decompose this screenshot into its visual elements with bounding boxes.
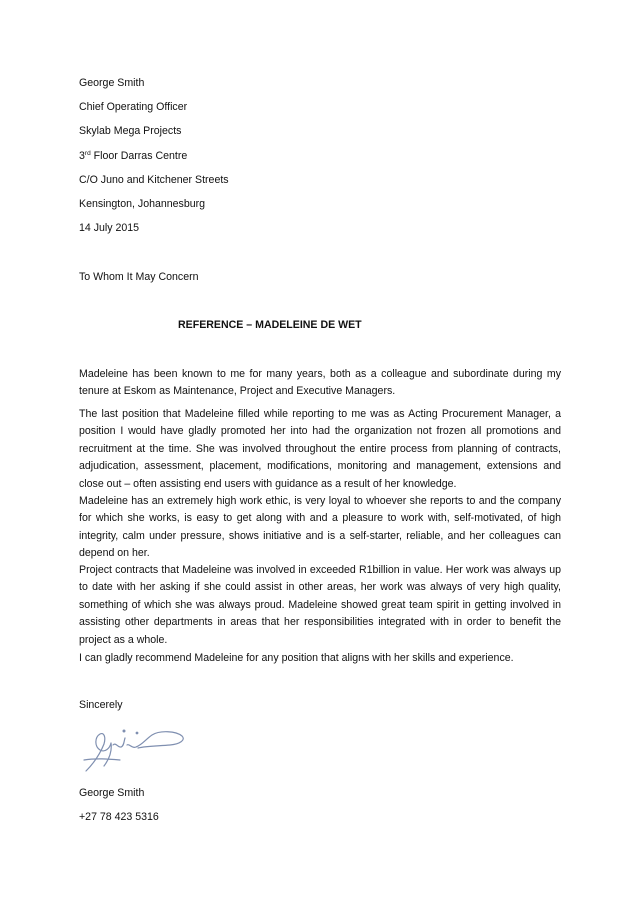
floor-rest: Floor Darras Centre	[90, 150, 188, 162]
sender-company: Skylab Mega Projects	[79, 125, 182, 137]
signatory-name: George Smith	[79, 787, 145, 799]
body-paragraph-3: Madeleine has an extremely high work ethic, is very loyal to whoever she reports to and the company for which she works, is easy to get along with and a pleasure to work with, self-motivated, of high integrity, calm under pressure, shows initiative and is a self-starter, reliable, and her colleagues can depend on her.	[79, 495, 561, 560]
sender-name: George Smith	[79, 77, 145, 89]
sender-address-city: Kensington, Johannesburg	[79, 198, 206, 210]
body-paragraph-1: Madeleine has been known to me for many years, both as a colleague and subordinate during my tenure at Eskom as Maintenance, Project and Executive Managers.	[79, 368, 561, 398]
handwritten-signature	[80, 722, 190, 776]
sender-title: Chief Operating Officer	[79, 101, 188, 113]
floor-number: 3	[79, 150, 85, 162]
floor-suffix: rd	[84, 150, 91, 157]
sender-address-street: C/O Juno and Kitchener Streets	[79, 174, 229, 186]
signatory-phone: +27 78 423 5316	[79, 811, 159, 823]
closing: Sincerely	[79, 699, 123, 711]
body-paragraph-2: The last position that Madeleine filled while reporting to me was as Acting Procurement Manager, a position I would have gladly promoted her into had the organization not frozen all promotions and recruitment at the time. She was involved throughout the entire process from planning of contracts, adjudication, assessment, placement, modifications, monitoring and management, extensions and close out – often assisting end users with guidance as a result of her knowledge.	[79, 408, 561, 490]
body-paragraph-4: Project contracts that Madeleine was involved in exceeded R1billion in value. Her work was always up to date with her asking if she could assist in other areas, her work was always of very high quality, something of which she was always proud. Madeleine showed great team spirit in getting involved in assisting other departments in areas that her responsibilities integrated with in order to benefit the project as a whole.	[79, 564, 561, 646]
salutation: To Whom It May Concern	[79, 271, 199, 283]
sender-address-floor	[79, 150, 187, 163]
body-paragraph-5: I can gladly recommend Madeleine for any position that aligns with her skills and experience.	[79, 652, 514, 664]
letter-date: 14 July 2015	[79, 222, 140, 234]
subject-heading: REFERENCE – MADELEINE DE WET	[178, 319, 362, 331]
